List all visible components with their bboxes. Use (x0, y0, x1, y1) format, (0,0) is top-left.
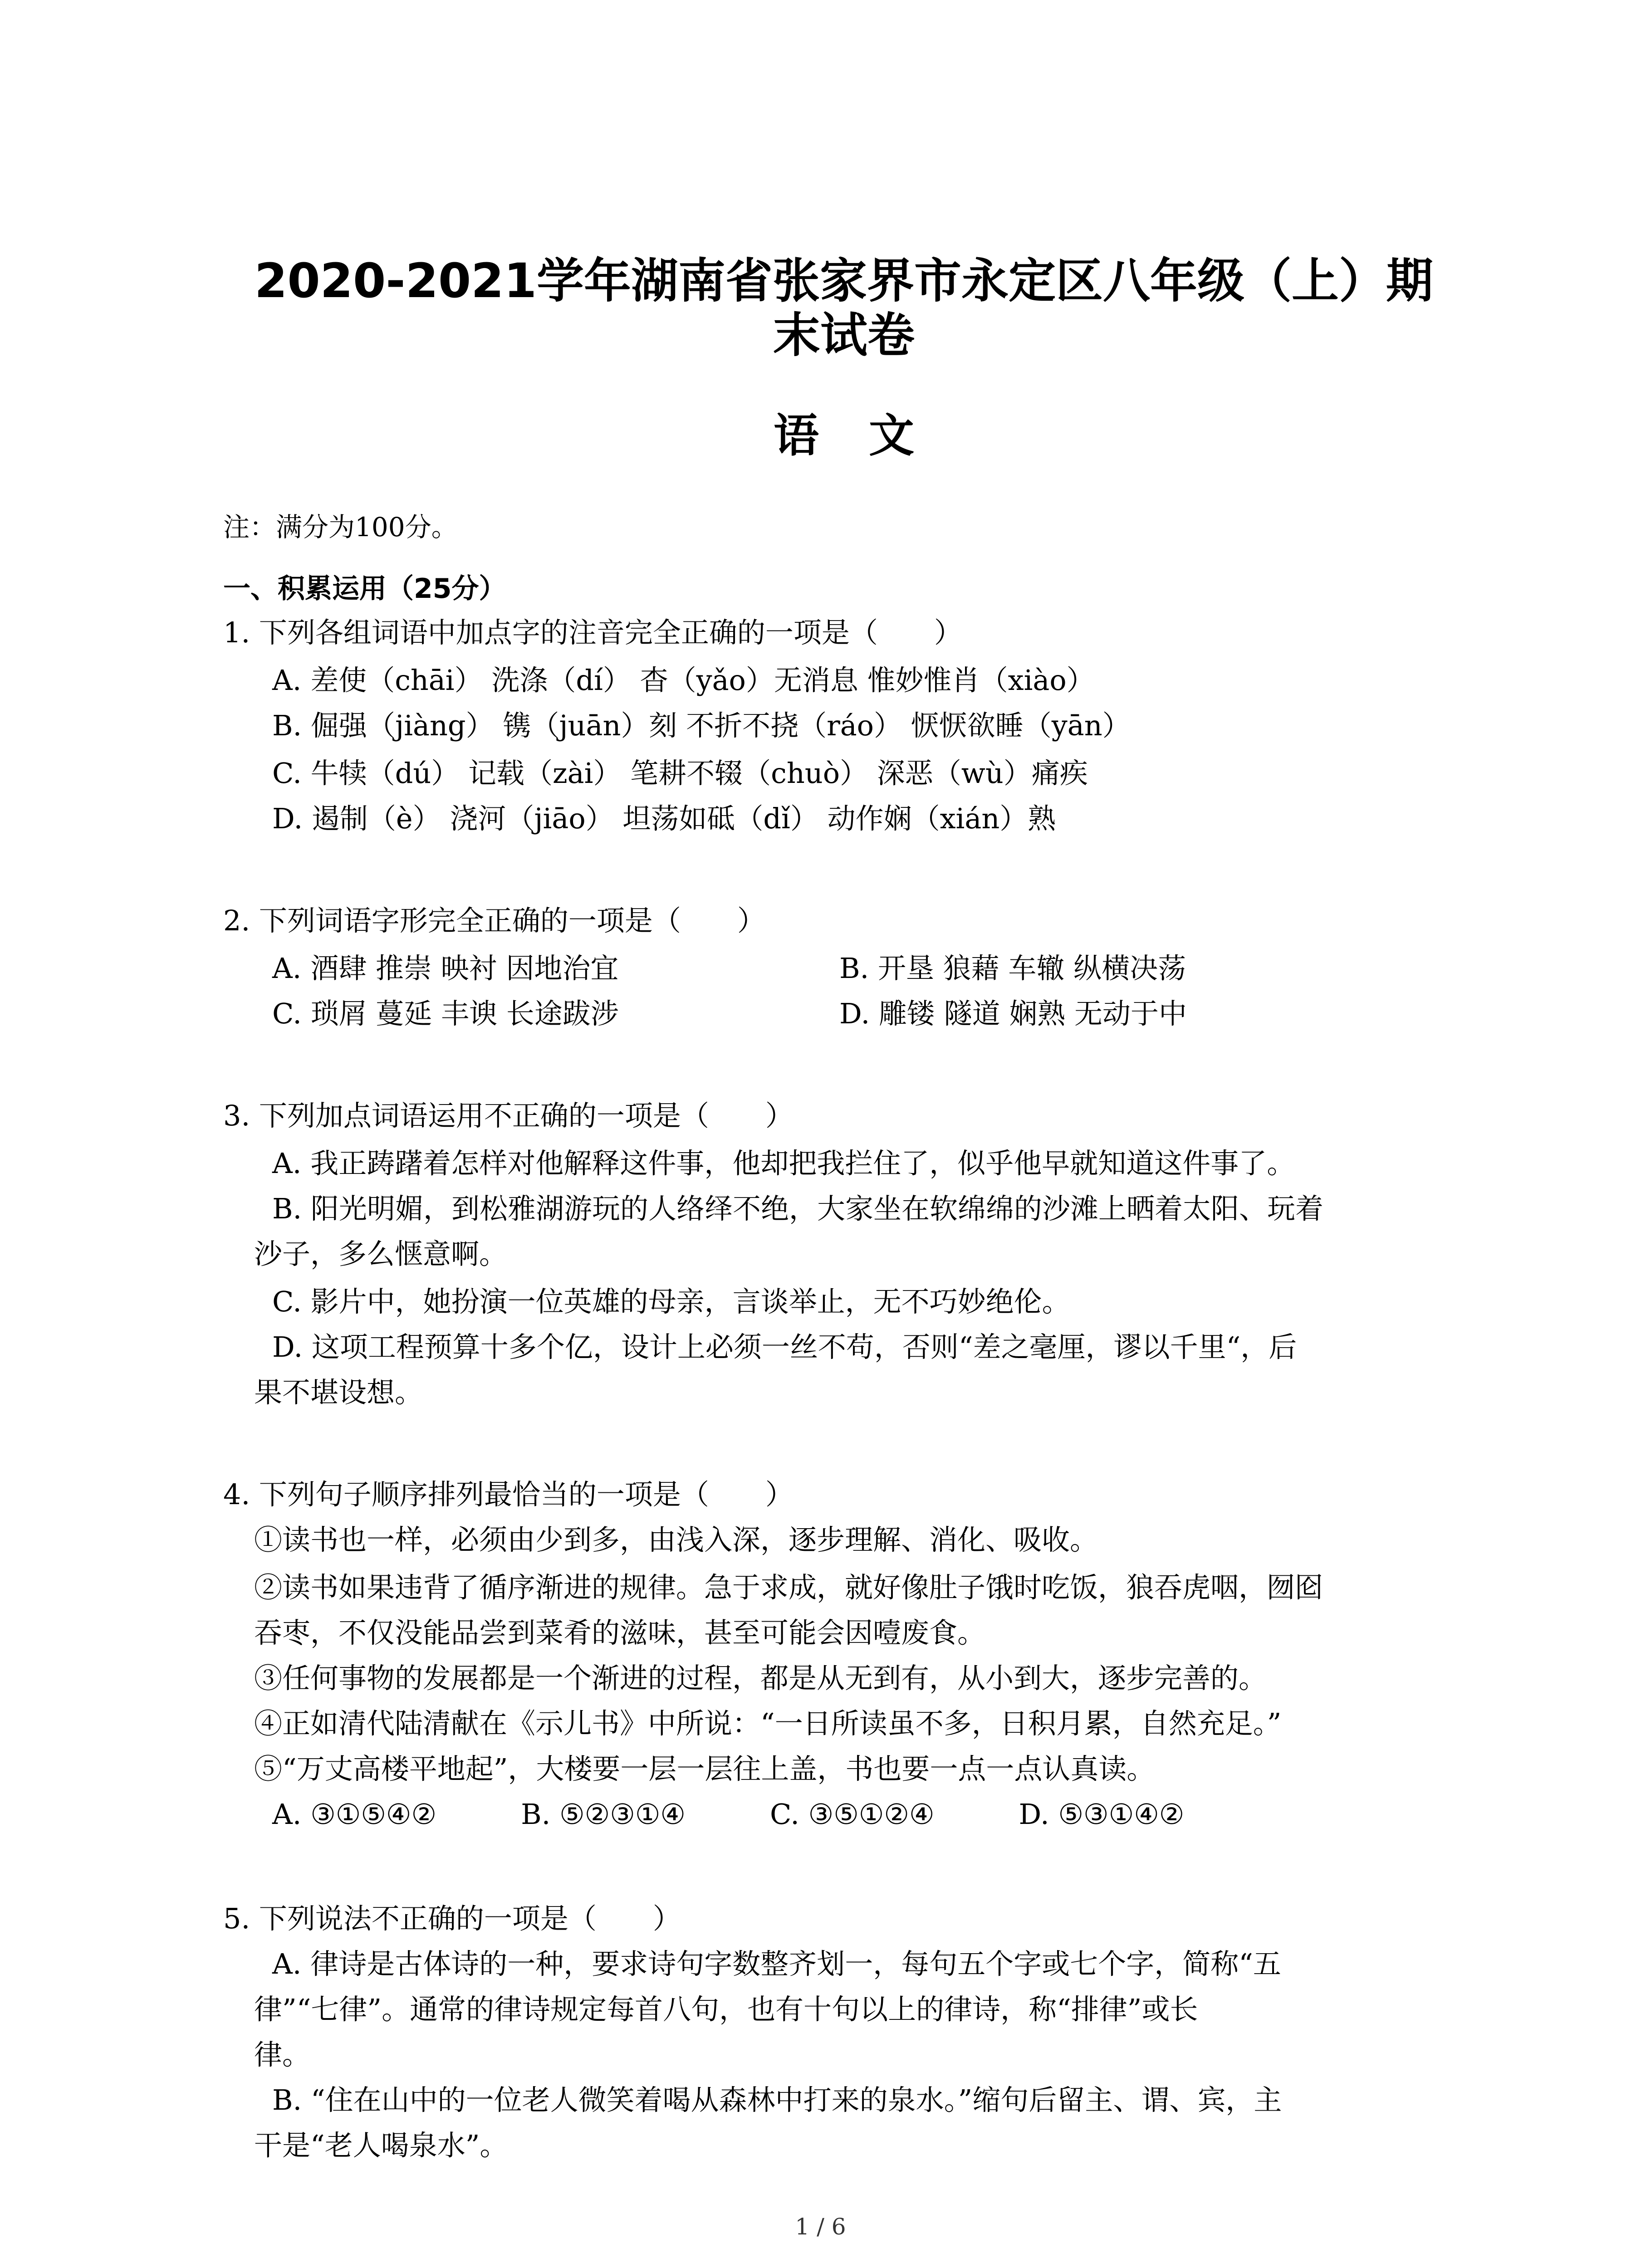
question-5-option-a-end: 律。 (254, 2038, 311, 2071)
question-5-option-b-continued: 干是“老人喝泉水”。 (254, 2129, 508, 2162)
document-title-line-1: 2020-2021学年湖南省张家界市永定区八年级（上）期 (254, 253, 1434, 308)
question-3-option-b: B. 阳光明媚，到松雅湖游玩的人络绎不绝，大家坐在软绵绵的沙滩上晒着太阳、玩着 (272, 1192, 1323, 1225)
question-3-option-c: C. 影片中，她扮演一位英雄的母亲，言谈举止，无不巧妙绝伦。 (272, 1285, 1070, 1318)
question-4-sentence-2: ②读书如果违背了循序渐进的规律。急于求成，就好像肚子饿时吃饭，狼吞虎咽，囫囵 (254, 1571, 1323, 1604)
page-number: 1 / 6 (795, 2214, 846, 2240)
question-5-option-a-continued: 律”“七律”。通常的律诗规定每首八句，也有十句以上的律诗，称“排律”或长 (254, 1993, 1198, 2026)
question-2-stem: 2. 下列词语字形完全正确的一项是（ ） (223, 904, 765, 937)
question-1-stem: 1. 下列各组词语中加点字的注音完全正确的一项是（ ） (223, 616, 962, 649)
subject-heading: 语文 (774, 409, 964, 462)
question-1-option-b: B. 倔强（jiàng） 镌（juān）刻 不折不挠（ráo） 恹恹欲睡（yān） (272, 709, 1131, 742)
question-1-option-c: C. 牛犊（dú） 记载（zài） 笔耕不辍（chuò） 深恶（wù）痛疾 (272, 757, 1088, 790)
question-4-options: A. ③①⑤④② B. ⑤②③①④ C. ③⑤①②④ D. ⑤③①④② (272, 1798, 1185, 1831)
question-1-option-d: D. 遏制（è） 浇河（jiāo） 坦荡如砥（dǐ） 动作娴（xián）熟 (272, 802, 1056, 835)
document-title-line-2: 末试卷 (773, 308, 915, 363)
question-4-sentence-4: ④正如清代陆清献在《示儿书》中所说：“一日所读虽不多，日积月累，自然充足。” (254, 1707, 1282, 1740)
question-3-option-a: A. 我正踌躇着怎样对他解释这件事，他却把我拦住了，似乎他早就知道这件事了。 (272, 1147, 1295, 1180)
question-3-stem: 3. 下列加点词语运用不正确的一项是（ ） (223, 1099, 794, 1132)
question-2-option-d: D. 雕镂 隧道 娴熟 无动于中 (839, 997, 1187, 1030)
question-4-sentence-2-continued: 吞枣，不仅没能品尝到菜肴的滋味，甚至可能会因噎废食。 (254, 1616, 986, 1649)
question-2-option-c: C. 琐屑 蔓延 丰谀 长途跋涉 (272, 997, 619, 1030)
question-4-stem: 4. 下列句子顺序排列最恰当的一项是（ ） (223, 1478, 794, 1511)
question-2-option-b: B. 开垦 狼藉 车辙 纵横决荡 (839, 952, 1186, 985)
question-4-sentence-5: ⑤“万丈高楼平地起”，大楼要一层一层往上盖，书也要一点一点认真读。 (254, 1752, 1155, 1785)
question-4-sentence-1: ①读书也一样，必须由少到多，由浅入深，逐步理解、消化、吸收。 (254, 1523, 1098, 1556)
question-3-option-d: D. 这项工程预算十多个亿，设计上必须一丝不苟，否则“差之毫厘，谬以千里“，后 (272, 1330, 1297, 1364)
question-1-option-a: A. 差使（chāi） 洗涤（dí） 杳（yǎo）无消息 惟妙惟肖（xiào） (272, 664, 1095, 697)
question-5-stem: 5. 下列说法不正确的一项是（ ） (223, 1902, 681, 1935)
section-heading: 一、积累运用（25分） (223, 573, 506, 605)
question-4-sentence-3: ③任何事物的发展都是一个渐进的过程，都是从无到有，从小到大，逐步完善的。 (254, 1662, 1267, 1695)
question-3-option-d-continued: 果不堪设想。 (254, 1376, 423, 1409)
question-2-option-a: A. 酒肆 推崇 映衬 因地治宜 (272, 952, 619, 985)
question-5-option-b: B. “住在山中的一位老人微笑着喝从森林中打来的泉水。”缩句后留主、谓、宾，主 (272, 2083, 1282, 2116)
question-5-option-a: A. 律诗是古体诗的一种，要求诗句字数整齐划一，每句五个字或七个字，简称“五 (272, 1947, 1281, 1980)
score-note: 注：满分为100分。 (223, 512, 458, 543)
question-3-option-b-continued: 沙子，多么惬意啊。 (254, 1237, 508, 1271)
